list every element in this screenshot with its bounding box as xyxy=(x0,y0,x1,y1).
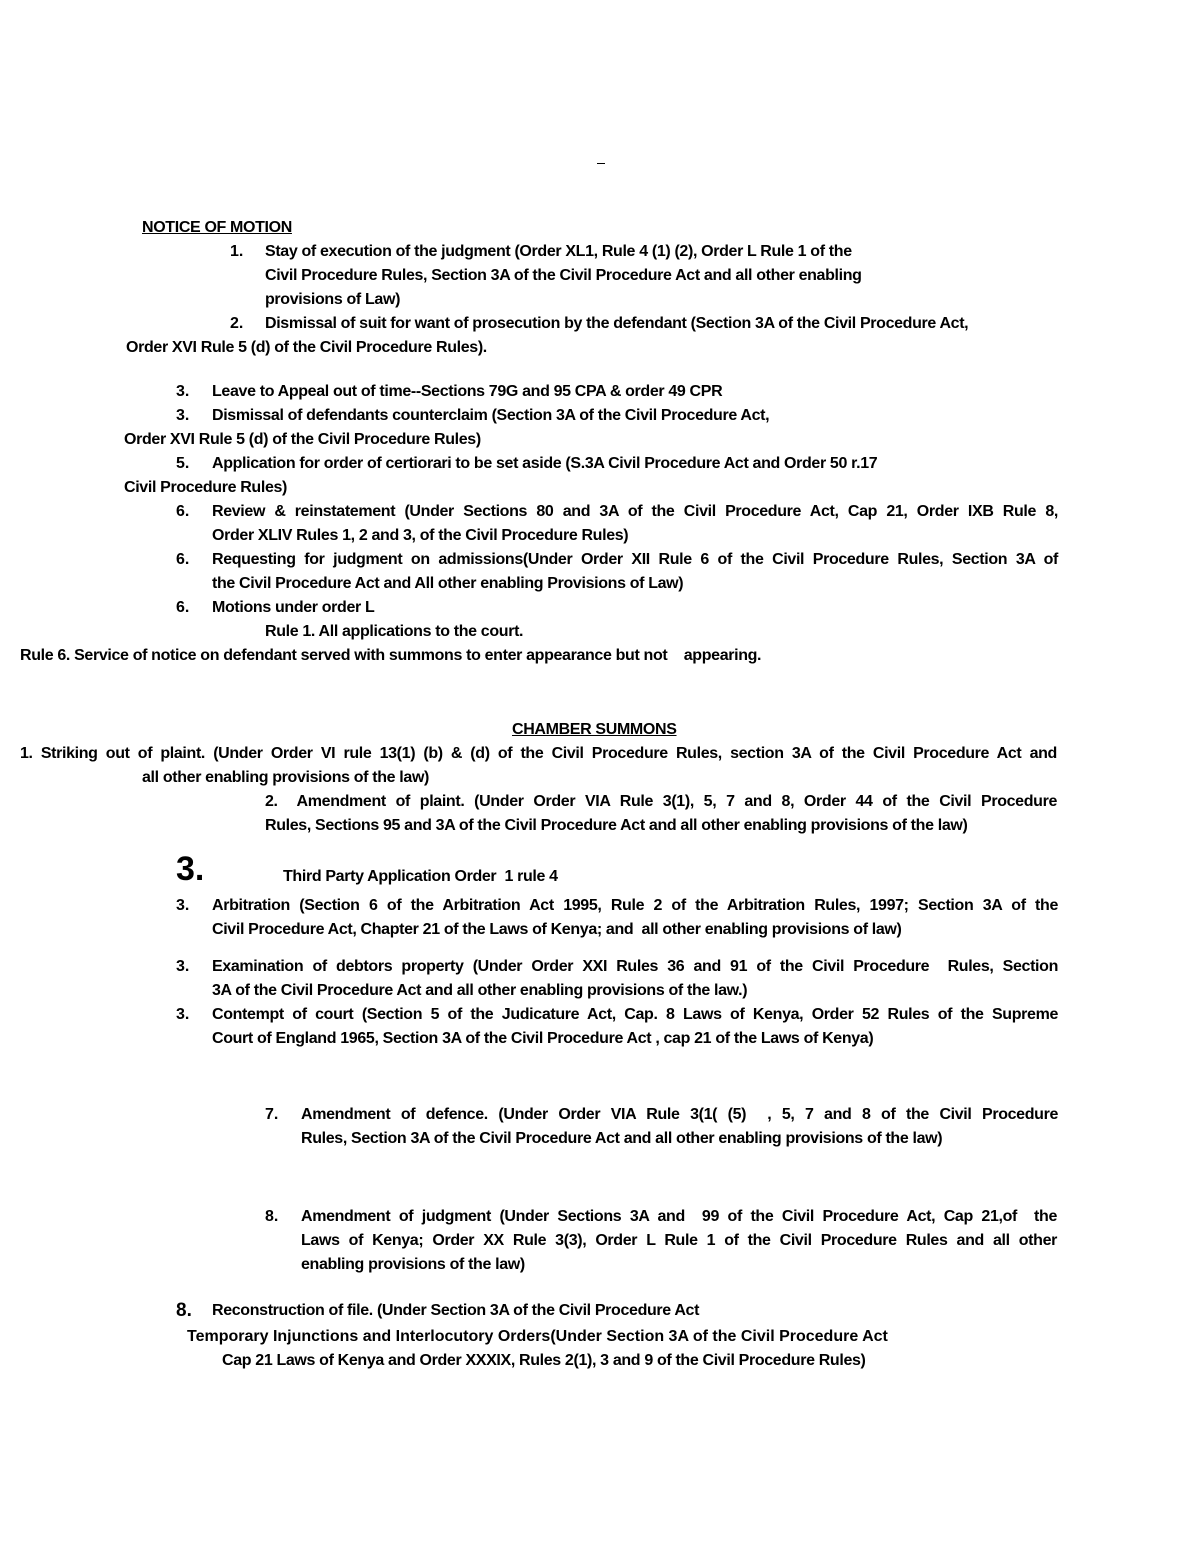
cs-contempt-line1: Contempt of court (Section 5 of the Judicature Act, Cap. 8 Laws of Kenya, Order 52 Rules of the Supreme xyxy=(212,1006,1058,1023)
nom-item2-number: 2. xyxy=(230,315,244,332)
nom-item6a-line2: Order XLIV Rules 1, 2 and 3, of the Civil Procedure Rules) xyxy=(212,527,629,544)
nom-item2-line1: Dismissal of suit for want of prosecution by the defendant (Section 3A of the Civil Procedure Act, xyxy=(265,315,969,332)
cs-contempt-line2: Court of England 1965, Section 3A of the Civil Procedure Act , cap 21 of the Laws of Kenya) xyxy=(212,1030,874,1047)
nom-item6c-line1: Motions under order L xyxy=(212,599,375,616)
cs-item1-line2: all other enabling provisions of the law) xyxy=(142,769,430,786)
nom-item6a-number: 6. xyxy=(176,503,190,520)
cs-item8-line3: enabling provisions of the law) xyxy=(301,1256,525,1273)
cs-item8-big-text: Reconstruction of file. (Under Section 3A of the Civil Procedure Act xyxy=(212,1302,700,1319)
cs-arbitration-line1: Arbitration (Section 6 of the Arbitration Act 1995, Rule 2 of the Arbitration Rules, 1997; Section 3A of the xyxy=(212,897,1058,914)
cs-item2-line1: 2. Amendment of plaint. (Under Order VIA Rule 3(1), 5, 7 and 8, Order 44 of the Civil Procedure xyxy=(265,793,1057,810)
notice-of-motion-heading: NOTICE OF MOTION xyxy=(142,219,292,236)
nom-item3a-number: 3. xyxy=(176,383,190,400)
cs-item2-line2: Rules, Sections 95 and 3A of the Civil Procedure Act and all other enabling provisions of the law) xyxy=(265,817,968,834)
nom-item3b-line1: Dismissal of defendants counterclaim (Section 3A of the Civil Procedure Act, xyxy=(212,407,770,424)
chamber-summons-heading: CHAMBER SUMMONS xyxy=(512,721,677,738)
nom-rule6: Rule 6. Service of notice on defendant served with summons to enter appearance but not appearing. xyxy=(20,647,762,664)
nom-item3b-line2: Order XVI Rule 5 (d) of the Civil Procedure Rules) xyxy=(124,431,481,448)
cs-contempt-number: 3. xyxy=(176,1006,190,1023)
cs-item3-big-number: 3. xyxy=(176,850,205,888)
cs-item3-big-text: Third Party Application Order 1 rule 4 xyxy=(283,868,558,885)
nom-item5-line2: Civil Procedure Rules) xyxy=(124,479,288,496)
cs-arbitration-number: 3. xyxy=(176,897,190,914)
nom-item5-number: 5. xyxy=(176,455,190,472)
cs-examination-number: 3. xyxy=(176,958,190,975)
cs-examination-line1: Examination of debtors property (Under Order XXI Rules 36 and 91 of the Civil Procedure Rules, Section xyxy=(212,958,1058,975)
cs-item8-line1: Amendment of judgment (Under Sections 3A and 99 of the Civil Procedure Act, Cap 21,of the xyxy=(301,1208,1057,1225)
nom-item1-line1: Stay of execution of the judgment (Order XL1, Rule 4 (1) (2), Order L Rule 1 of the xyxy=(265,243,852,260)
cs-item7-number: 7. xyxy=(265,1106,279,1123)
nom-rule1: Rule 1. All applications to the court. xyxy=(265,623,524,640)
cs-item7-line2: Rules, Section 3A of the Civil Procedure Act and all other enabling provisions of the law) xyxy=(301,1130,943,1147)
nom-item2-line2: Order XVI Rule 5 (d) of the Civil Procedure Rules). xyxy=(126,339,487,356)
cs-temporary-line2: Cap 21 Laws of Kenya and Order XXXIX, Rules 2(1), 3 and 9 of the Civil Procedure Rules) xyxy=(222,1352,866,1369)
nom-item6b-line1: Requesting for judgment on admissions(Under Order XII Rule 6 of the Civil Procedure Rules, Section 3A of xyxy=(212,551,1058,568)
nom-item6a-line1: Review & reinstatement (Under Sections 80 and 3A of the Civil Procedure Act, Cap 21, Order IXB Rule 8, xyxy=(212,503,1058,520)
cs-temporary-line1: Temporary Injunctions and Interlocutory Orders(Under Section 3A of the Civil Procedure Act xyxy=(187,1328,888,1345)
nom-item6b-number: 6. xyxy=(176,551,190,568)
cs-arbitration-line2: Civil Procedure Act, Chapter 21 of the Laws of Kenya; and all other enabling provisions of law) xyxy=(212,921,902,938)
cs-item7-line1: Amendment of defence. (Under Order VIA Rule 3(1( (5) , 5, 7 and 8 of the Civil Procedure xyxy=(301,1106,1058,1123)
nom-item1-number: 1. xyxy=(230,243,244,260)
cs-item8-number: 8. xyxy=(265,1208,279,1225)
cs-item1-line1: 1. Striking out of plaint. (Under Order VI rule 13(1) (b) & (d) of the Civil Procedure Rules, section 3A of the Civil Procedure Act and xyxy=(20,745,1057,762)
nom-item3a-text: Leave to Appeal out of time--Sections 79G and 95 CPA & order 49 CPR xyxy=(212,383,723,400)
nom-item1-line3: provisions of Law) xyxy=(265,291,401,308)
nom-item6c-number: 6. xyxy=(176,599,190,616)
cs-item8-big-number: 8. xyxy=(176,1300,192,1321)
nom-item1-line2: Civil Procedure Rules, Section 3A of the Civil Procedure Act and all other enabling xyxy=(265,267,862,284)
nom-item6b-line2: the Civil Procedure Act and All other enabling Provisions of Law) xyxy=(212,575,684,592)
cs-examination-line2: 3A of the Civil Procedure Act and all other enabling provisions of the law.) xyxy=(212,982,748,999)
nom-item5-line1: Application for order of certiorari to be set aside (S.3A Civil Procedure Act and Order 50 r.17 xyxy=(212,455,878,472)
header-dash xyxy=(597,163,605,164)
nom-item3b-number: 3. xyxy=(176,407,190,424)
cs-item8-line2: Laws of Kenya; Order XX Rule 3(3), Order L Rule 1 of the Civil Procedure Rules and all other xyxy=(301,1232,1057,1249)
